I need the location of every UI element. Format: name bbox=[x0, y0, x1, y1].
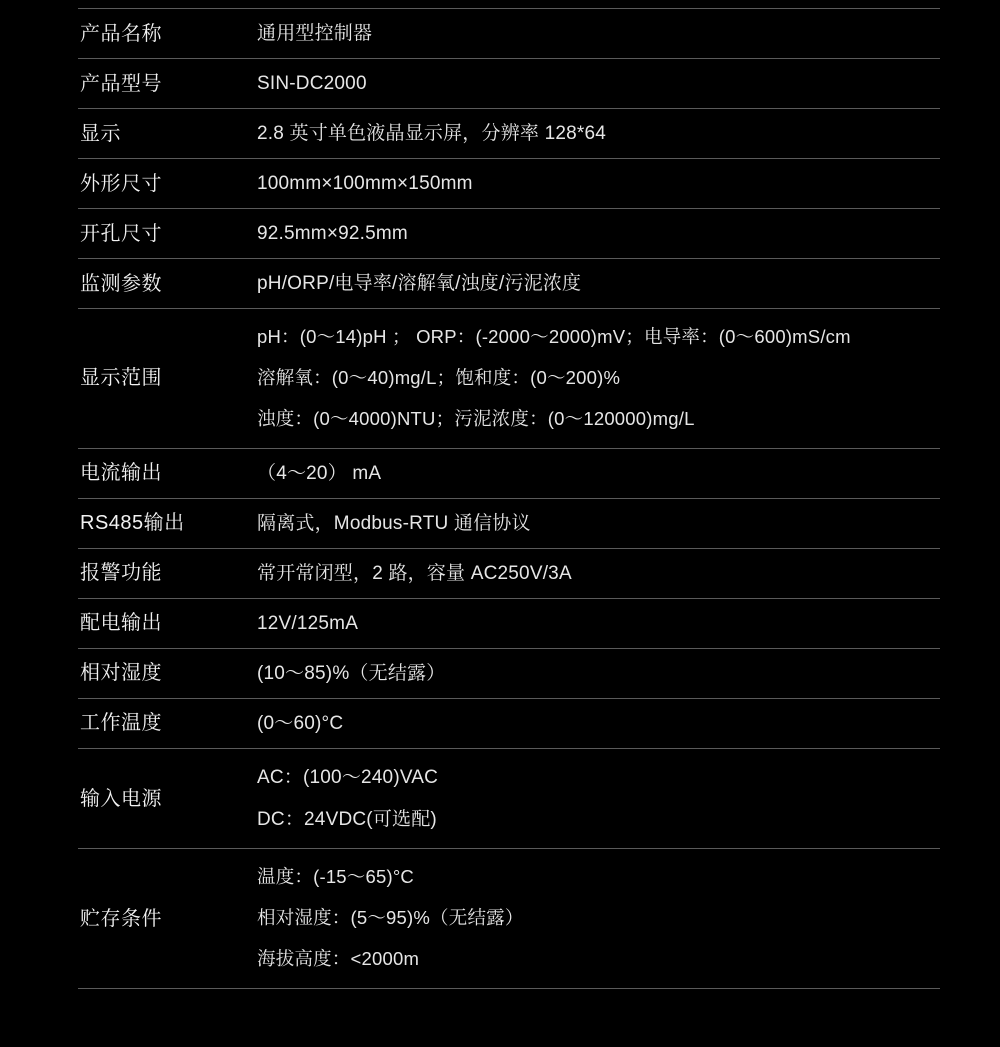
spec-value bbox=[255, 309, 940, 449]
spec-label: 相对湿度 bbox=[80, 662, 162, 685]
spec-value bbox=[255, 698, 940, 748]
spec-value-line: 温度：(-15～65)°C bbox=[257, 866, 414, 888]
spec-value-line: (0～60)°C bbox=[257, 712, 344, 734]
table-row bbox=[78, 849, 940, 989]
specification-table bbox=[78, 8, 940, 989]
spec-value-line: 常开常闭型，2 路，容量 AC250V/3A bbox=[257, 562, 572, 584]
spec-label: 外形尺寸 bbox=[80, 172, 162, 195]
spec-label: 电流输出 bbox=[80, 462, 162, 485]
spec-value-line: 100mm×100mm×150mm bbox=[257, 172, 473, 194]
spec-value-line: SIN-DC2000 bbox=[257, 72, 367, 94]
spec-value bbox=[255, 548, 940, 598]
spec-label: RS485输出 bbox=[80, 512, 185, 535]
spec-value-line: pH/ORP/电导率/溶解氧/浊度/污泥浓度 bbox=[257, 272, 582, 294]
spec-label: 报警功能 bbox=[80, 562, 162, 585]
spec-label: 产品型号 bbox=[80, 72, 162, 95]
spec-value bbox=[255, 9, 940, 59]
spec-label: 输入电源 bbox=[80, 787, 162, 810]
spec-label: 贮存条件 bbox=[80, 907, 162, 930]
table-row bbox=[78, 259, 940, 309]
spec-value-line: pH：(0～14)pH ； ORP：(-2000～2000)mV；电导率：(0～600)mS/cm bbox=[257, 326, 851, 347]
spec-value bbox=[255, 648, 940, 698]
spec-label: 产品名称 bbox=[80, 22, 162, 45]
spec-value-line: 通用型控制器 bbox=[257, 22, 373, 44]
table-row bbox=[78, 498, 940, 548]
table-row bbox=[78, 448, 940, 498]
spec-value bbox=[255, 109, 940, 159]
spec-value bbox=[255, 259, 940, 309]
spec-value bbox=[255, 209, 940, 259]
spec-value-line: （4～20） mA bbox=[257, 462, 382, 484]
table-row bbox=[78, 59, 940, 109]
table-row bbox=[78, 748, 940, 848]
table-row bbox=[78, 648, 940, 698]
spec-value-line: 浊度：(0～4000)NTU；污泥浓度：(0～120000)mg/L bbox=[257, 407, 695, 429]
table-row bbox=[78, 698, 940, 748]
spec-value-line: 92.5mm×92.5mm bbox=[257, 222, 408, 244]
spec-label: 显示范围 bbox=[80, 367, 162, 390]
spec-value-line: 隔离式，Modbus-RTU 通信协议 bbox=[257, 512, 531, 534]
table-row bbox=[78, 109, 940, 159]
spec-label: 监测参数 bbox=[80, 272, 162, 295]
spec-value-line: 相对湿度：(5～95)%（无结露） bbox=[257, 907, 524, 929]
spec-label: 配电输出 bbox=[80, 612, 162, 635]
table-row bbox=[78, 598, 940, 648]
spec-value bbox=[255, 59, 940, 109]
spec-value bbox=[255, 598, 940, 648]
table-row bbox=[78, 209, 940, 259]
table-row bbox=[78, 548, 940, 598]
spec-value bbox=[255, 748, 940, 848]
spec-label: 显示 bbox=[80, 122, 121, 145]
spec-label: 工作温度 bbox=[80, 712, 162, 735]
spec-value bbox=[255, 159, 940, 209]
table-row bbox=[78, 309, 940, 449]
spec-value bbox=[255, 849, 940, 989]
spec-table-body bbox=[78, 9, 940, 989]
spec-value bbox=[255, 448, 940, 498]
spec-value bbox=[255, 498, 940, 548]
table-row bbox=[78, 9, 940, 59]
spec-value-line: DC：24VDC(可选配) bbox=[257, 808, 437, 830]
spec-label: 开孔尺寸 bbox=[80, 222, 162, 245]
table-row bbox=[78, 159, 940, 209]
spec-value-line: AC：(100～240)VAC bbox=[257, 766, 439, 788]
spec-value-line: 12V/125mA bbox=[257, 612, 359, 634]
spec-value-line: 溶解氧：(0～40)mg/L；饱和度：(0～200)% bbox=[257, 366, 621, 388]
spec-value-line: 2.8 英寸单色液晶显示屏，分辨率 128*64 bbox=[257, 122, 606, 144]
spec-value-line: (10～85)%（无结露） bbox=[257, 662, 446, 684]
spec-value-line: 海拔高度：<2000m bbox=[257, 948, 420, 970]
